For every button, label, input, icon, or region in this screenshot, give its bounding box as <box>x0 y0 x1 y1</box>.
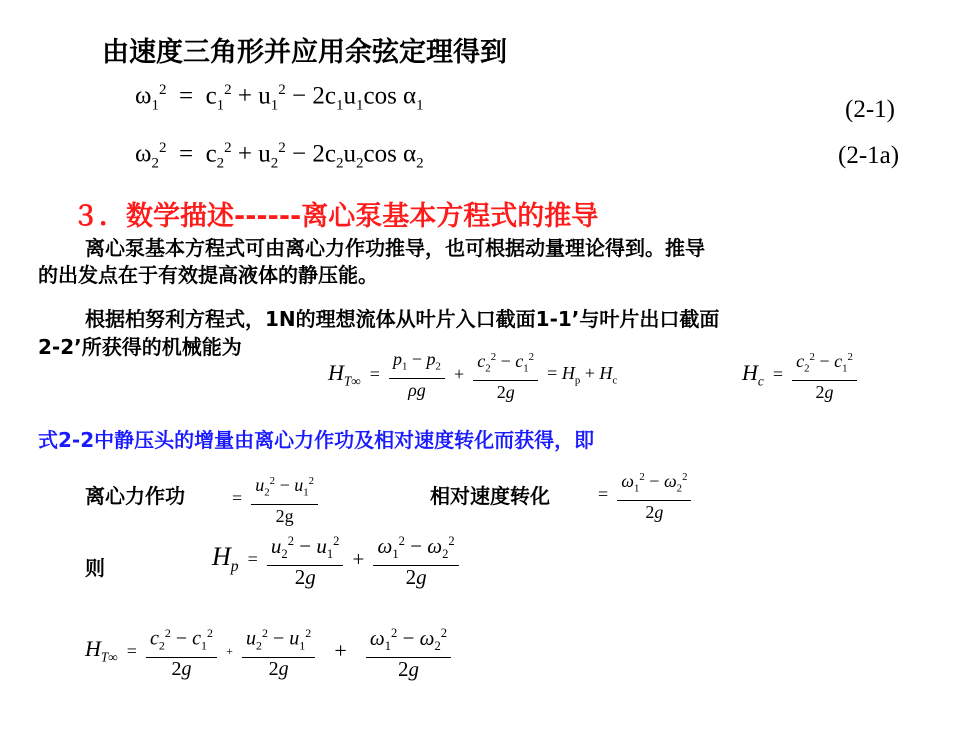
blue-statement: 式2-2中静压头的增量由离心力作功及相对速度转化而获得，即 <box>38 428 595 452</box>
equation-2-1: $\omega_1^2 = c_1^2 + u_1^2 - 2c_1u_1\cos$ $\alpha_1$ <box>135 82 424 114</box>
paragraph-1-line-2: 的出发点在于有效提高液体的静压能。 <box>38 263 378 287</box>
equation-2-1a: $\omega_2^2 = c_2^2 + u_2^2 - 2c_2u_2\cos$ $\alpha_2$ <box>135 140 424 172</box>
formula-relative: = $\frac{\omega_1^2 - \omega_2^2}{2g}$ <box>594 466 691 523</box>
label-then: 则 <box>85 556 105 580</box>
formula-ht-final: $H_{T\infty}$ = $\frac{c_2^2 - c_1^2}{2g}$ + $\frac{u_2^2 - u_1^2}{2g}$ + $\frac{\omega_1^2 - \omega_2^2}{2g}$ <box>85 622 451 680</box>
formula-ht-main: $H_{T\infty}$ = $\frac{p_1 - p_2}{\rho g}$ + $\frac{c_2^2 - c_1^2}{2g}$ = $H_p + H_c$ <box>328 346 621 403</box>
equation-number-2-1a: (2-1a) <box>838 142 900 169</box>
paragraph-1-line-1: 离心泵基本方程式可由离心力作功推导，也可根据动量理论得到。推导 <box>85 236 705 260</box>
formula-hc: $H_c$ = $\frac{c_2^2 - c_1^2}{2g}$ <box>742 346 857 403</box>
slide-heading: 由速度三角形并应用余弦定理得到 <box>102 37 507 68</box>
paragraph-2-line-1: 根据柏努利方程式，1N的理想流体从叶片入口截面1-1’与叶片出口截面 <box>85 307 720 331</box>
label-centrifugal-work: 离心力作功 <box>85 484 185 508</box>
label-relative-velocity: 相对速度转化 <box>430 484 550 508</box>
formula-hp: $H_p$ = $\frac{u_2^2 - u_1^2}{2g}$ + $\frac{\omega_1^2 - \omega_2^2}{2g}$ <box>212 530 459 588</box>
formula-centrifugal: = $\frac{u_2^2 - u_1^2}{2g}$ <box>228 470 318 527</box>
paragraph-2-line-2: 2-2’所获得的机械能为 <box>38 335 242 359</box>
section-title: ３．数学描述------离心泵基本方程式的推导 <box>72 201 599 232</box>
equation-number-2-1: (2-1) <box>845 96 895 123</box>
